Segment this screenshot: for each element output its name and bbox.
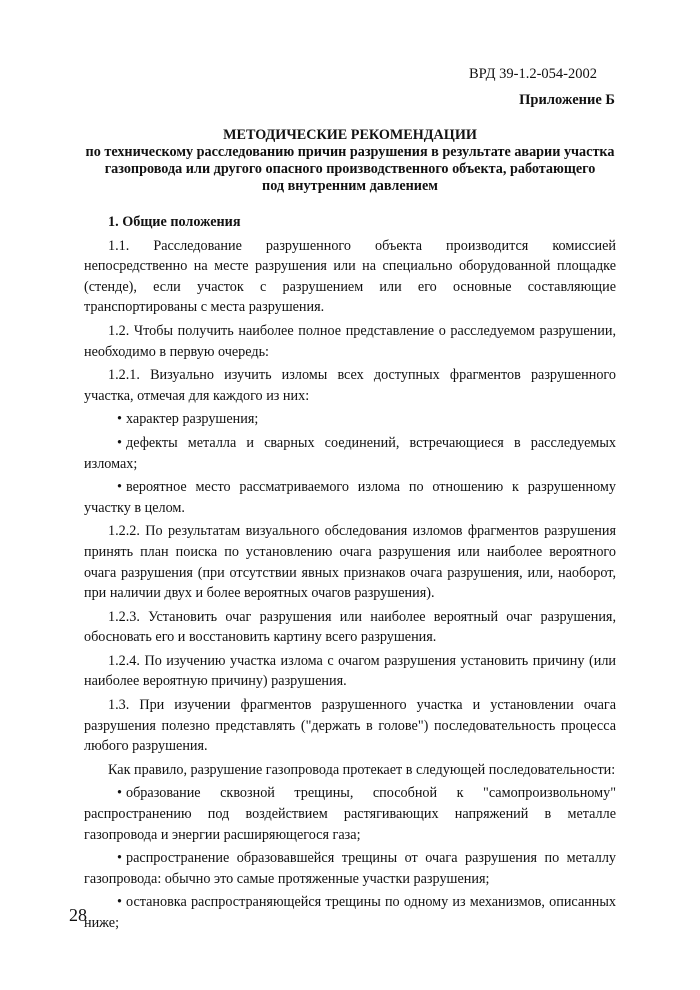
bullet-item xyxy=(84,409,616,430)
document-number: ВРД 39-1.2-054-2002 xyxy=(468,66,597,82)
title-line: МЕТОДИЧЕСКИЕ РЕКОМЕНДАЦИИ xyxy=(223,127,477,143)
paragraph: 1.2. Чтобы получить наиболее полное представление о расследуемом разрушении, необходимо в первую очередь: xyxy=(84,322,616,360)
page-number: 28 xyxy=(69,905,87,925)
paragraph: 1.2.1. Визуально изучить изломы всех доступных фрагментов разрушенного участка, отмечая для каждого из них: xyxy=(84,367,616,404)
bullet-icon: • xyxy=(117,850,122,867)
title-line: по техническому расследованию причин разрушения в результате аварии участка xyxy=(85,144,615,160)
bullet-icon: • xyxy=(117,434,122,451)
paragraph: 1.1. Расследование разрушенного объекта производится комиссией непосредственно на месте разрушения или на специально оборудованной площадке (стенде), если участок с разрушением или его основные составляющие транспортированы с места разрушения. xyxy=(84,237,616,316)
title-line: под внутренним давлением xyxy=(262,178,438,194)
document-body xyxy=(84,212,616,937)
bullet-text: остановка распространяющейся трещины по одному из механизмов, описанных ниже; xyxy=(84,894,616,931)
paragraph: Как правило, разрушение газопровода протекает в следующей последовательности: xyxy=(108,761,616,778)
bullet-item xyxy=(84,433,616,474)
bullet-icon: • xyxy=(117,411,122,428)
paragraph: 1.2.3. Установить очаг разрушения или наиболее вероятный очаг разрушения, обосновать его и восстановить картину всего разрушения. xyxy=(84,608,616,646)
paragraph: 1.2.4. По изучению участка излома с очагом разрушения установить причину (или наиболее вероятную причину) разрушения. xyxy=(84,652,616,690)
appendix-label: Приложение Б xyxy=(519,92,615,108)
bullet-text: распространение образовавшейся трещины от очага разрушения по металлу газопровода: обычно это самые протяженные участки разрушения; xyxy=(84,850,616,887)
bullet-text: вероятное место рассматриваемого излома по отношению к разрушенному участку в целом. xyxy=(84,479,616,516)
paragraph: 1.2.2. По результатам визуального обследования изломов фрагментов разрушения принять план поиска по установлению очага разрушения или наиболее вероятного очага разрушения (при отсутствии явных признаков очага разрушения, или, наоборот, при наличии двух и более вероятных очагов разрушения). xyxy=(84,523,616,602)
bullet-text: дефекты металла и сварных соединений, встречающиеся в расследуемых изломах; xyxy=(84,434,616,472)
title-line: газопровода или другого опасного производственного объекта, работающего xyxy=(104,161,596,177)
bullet-icon: • xyxy=(117,479,122,496)
bullet-icon: • xyxy=(117,894,122,911)
document-title xyxy=(60,127,640,195)
bullet-item xyxy=(84,892,616,933)
bullet-text: образование сквозной трещины, способной к "самопроизвольному" распространению под воздействием растягивающих напряжений в металле газопровода и энергии расширяющегося газа; xyxy=(84,785,616,843)
bullet-item xyxy=(84,783,616,845)
section-heading: 1. Общие положения xyxy=(108,214,241,230)
paragraph: 1.3. При изучении фрагментов разрушенного участка и установлении очага разрушения полезно представлять ("держать в голове") последовательность процесса любого разрушения. xyxy=(84,697,616,755)
bullet-item xyxy=(84,848,616,889)
bullet-item xyxy=(84,477,616,518)
bullet-icon: • xyxy=(117,785,122,802)
bullet-text: характер разрушения; xyxy=(126,411,259,428)
